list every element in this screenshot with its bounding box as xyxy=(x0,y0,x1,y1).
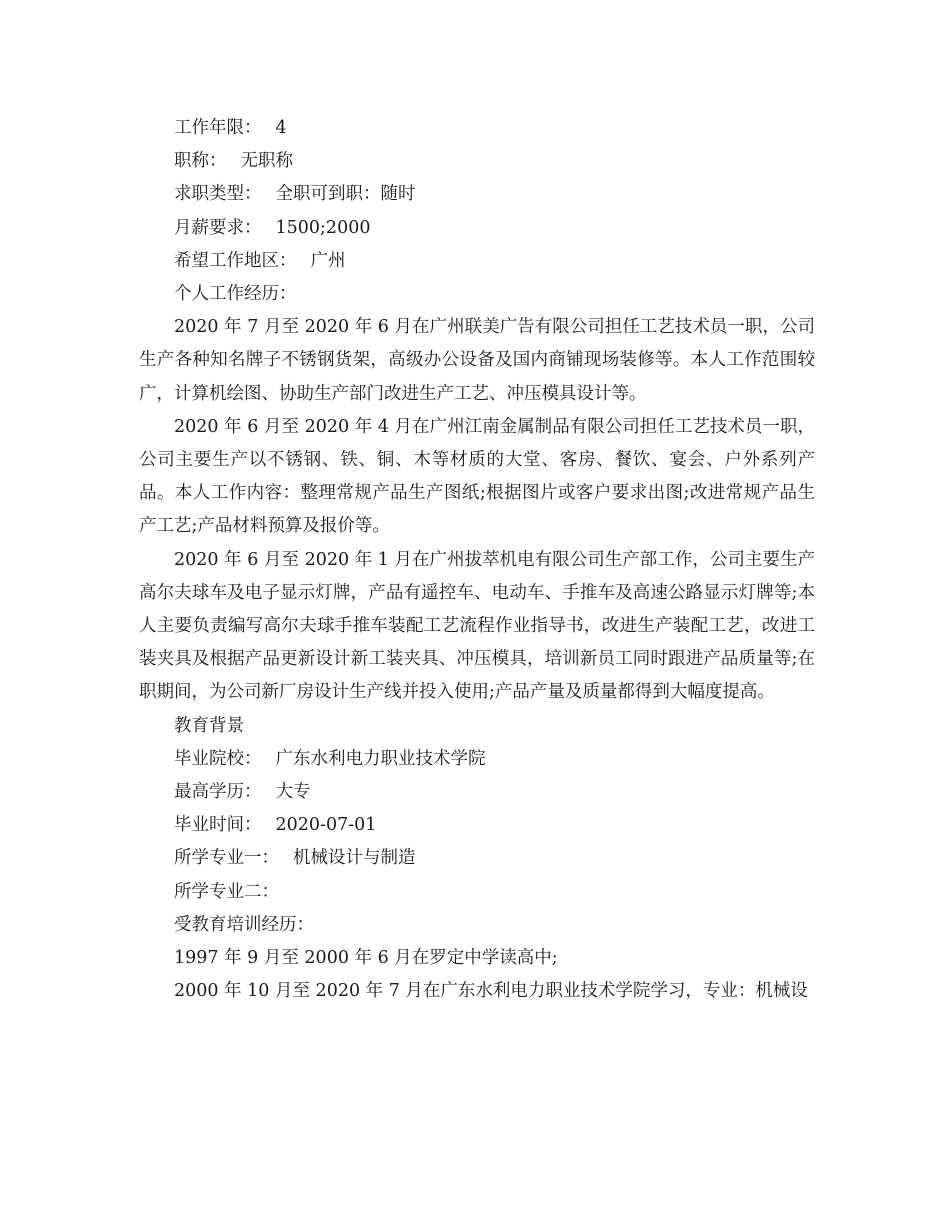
field-value: 全职可到职：随时 xyxy=(275,184,416,205)
field-value: 无职称 xyxy=(240,151,293,172)
resume-content xyxy=(139,112,815,1008)
field-highest-degree xyxy=(139,776,815,809)
work-paragraph: 2020 年 6 月至 2020 年 1 月在广州拔萃机电有限公司生产部工作，公司主要生产高尔夫球车及电子显示灯牌，产品有遥控车、电动车、手推车及高速公路显示灯牌等;本人主要负责编写高尔夫球手推车装配工艺流程作业指导书，改进生产装配工艺，改进工装夹具及根据产品更新设计新工装夹具、冲压模具，培训新员工同时跟进产品质量等;在职期间，为公司新厂房设计生产线并投入使用;产品产量及质量都得到大幅度提高。 xyxy=(139,549,815,703)
field-job-type xyxy=(139,178,815,211)
training-heading: 受教育培训经历： xyxy=(174,914,314,935)
field-value: 2020-07-01 xyxy=(275,815,377,836)
work-heading: 个人工作经历： xyxy=(174,284,297,305)
field-value: 广州 xyxy=(310,250,346,271)
field-value: 机械设计与制造 xyxy=(293,848,416,869)
field-value: 大专 xyxy=(275,782,311,803)
work-paragraph: 2020 年 6 月至 2020 年 4 月在广州江南金属制品有限公司担任工艺技术员一职，公司主要生产以不锈钢、铁、铜、木等材质的大堂、客房、餐饮、宴会、户外系列产品。本人工作内容：整理常规产品生产图纸;根据图片或客户要求出图;改进常规产品生产工艺;产品材料预算及报价等。 xyxy=(139,416,815,537)
field-title xyxy=(139,145,815,178)
field-major-two xyxy=(139,876,815,909)
field-label: 工作年限： xyxy=(174,118,262,138)
field-label: 所学专业二： xyxy=(174,881,279,902)
field-salary xyxy=(139,212,815,245)
training-line: 1997 年 9 月至 2000 年 6 月在罗定中学读高中; xyxy=(174,948,558,969)
education-heading: 教育背景 xyxy=(174,715,244,736)
field-value: 1500;2000 xyxy=(275,217,371,238)
field-value: 4 xyxy=(275,118,287,138)
work-paragraph: 2020 年 7 月至 2020 年 6 月在广州联美广告有限公司担任工艺技术员一职，公司生产各种知名牌子不锈钢货架，高级办公设备及国内商铺现场装修等。本人工作范围较广，计算机绘图、协助生产部门改进生产工艺、冲压模具设计等。 xyxy=(139,317,815,404)
field-label: 最高学历： xyxy=(174,782,262,803)
field-label: 毕业时间： xyxy=(174,815,262,836)
field-label: 月薪要求： xyxy=(174,217,262,238)
field-label: 职称： xyxy=(174,151,227,172)
field-work-years xyxy=(139,112,815,145)
field-work-region xyxy=(139,245,815,278)
training-line: 2000 年 10 月至 2020 年 7 月在广东水利电力职业技术学院学习，专业：机械设 xyxy=(174,981,808,1002)
field-school xyxy=(139,743,815,776)
field-label: 毕业院校： xyxy=(174,748,262,769)
field-graduation-date xyxy=(139,809,815,842)
field-label: 求职类型： xyxy=(174,184,262,205)
field-value: 广东水利电力职业技术学院 xyxy=(275,748,486,769)
field-label: 希望工作地区： xyxy=(174,250,297,271)
field-label: 所学专业一： xyxy=(174,848,279,869)
field-major-one xyxy=(139,842,815,875)
